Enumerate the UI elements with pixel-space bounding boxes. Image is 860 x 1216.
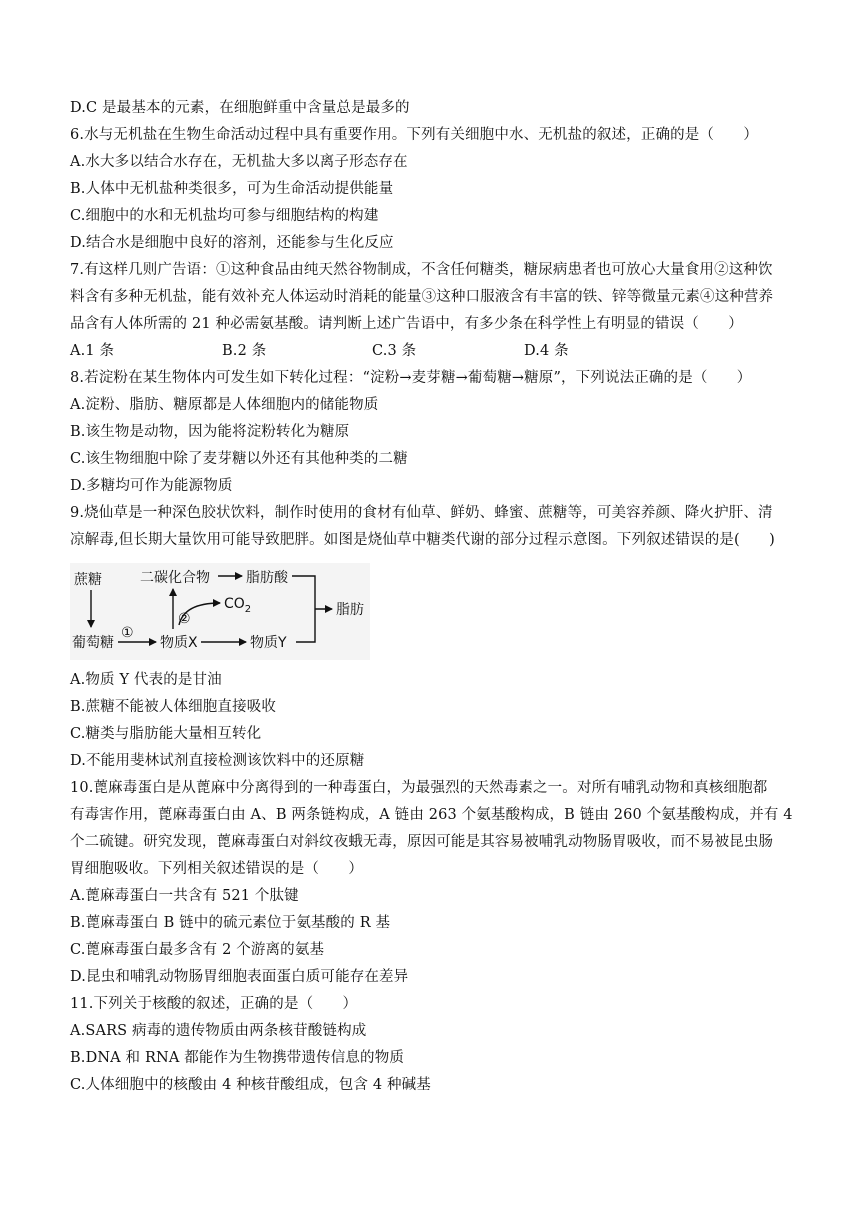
question-7-line-1: 7.有这样几则广告语：①这种食品由纯天然谷物制成，不含任何糖类，糖尿病患者也可放心大量食用②这种饮 <box>70 262 773 278</box>
option-d: D.多糖均可作为能源物质 <box>70 478 233 494</box>
question-7-line-2: 料含有多种无机盐，能有效补充人体运动时消耗的能量③这种口服液含有丰富的铁、锌等微量元素④这种营养 <box>70 289 774 305</box>
step-1-label: ① <box>121 625 134 641</box>
glucose-label: 葡萄糖 <box>72 635 114 651</box>
question-11: 11.下列关于核酸的叙述，正确的是（ ） <box>70 996 358 1012</box>
substance-x-label: 物质X <box>160 635 198 651</box>
option-b: B.2 条 <box>222 343 267 359</box>
option-a: A.淀粉、脂肪、糖原都是人体细胞内的储能物质 <box>70 397 379 413</box>
co2-label: $CO_2$ <box>224 596 252 615</box>
fat-label: 脂肪 <box>336 602 364 618</box>
question-10-line-3: 个二硫键。研究发现，蓖麻毒蛋白对斜纹夜蛾无毒，原因可能是其容易被哺乳动物肠胃吸收，而不易被昆虫肠 <box>70 834 774 850</box>
sugar-metabolism-diagram <box>70 563 370 660</box>
option-d: D.不能用斐林试剂直接检测该饮料中的还原糖 <box>70 753 365 769</box>
step-2-label: ② <box>178 611 191 627</box>
option-a: A.物质 Y 代表的是甘油 <box>70 672 222 688</box>
fatty-acid-label: 脂肪酸 <box>246 570 288 586</box>
option-c: C.3 条 <box>372 343 417 359</box>
option-c: C.人体细胞中的核酸由 4 种核苷酸组成，包含 4 种碱基 <box>70 1077 431 1093</box>
option-line: D.C 是最基本的元素，在细胞鲜重中含量总是最多的 <box>70 100 410 116</box>
two-carbon-compound-label: 二碳化合物 <box>140 570 210 586</box>
question-7-options <box>70 340 796 362</box>
option-a: A.1 条 <box>70 343 115 359</box>
option-d: D.结合水是细胞中良好的溶剂，还能参与生化反应 <box>70 235 394 251</box>
option-a: A.水大多以结合水存在，无机盐大多以离子形态存在 <box>70 154 408 170</box>
question-10-line-1: 10.蓖麻毒蛋白是从蓖麻中分离得到的一种毒蛋白，为最强烈的天然毒素之一。对所有哺乳动物和真核细胞都 <box>70 780 768 796</box>
option-d: D.4 条 <box>524 343 569 359</box>
question-9-line-2: 凉解毒,但长期大量饮用可能导致肥胖。如图是烧仙草中糖类代谢的部分过程示意图。下列叙述错误的是( ) <box>70 532 775 548</box>
question-6: 6.水与无机盐在生物生命活动过程中具有重要作用。下列有关细胞中水、无机盐的叙述，正确的是（ ） <box>70 127 759 143</box>
option-b: B.DNA 和 RNA 都能作为生物携带遗传信息的物质 <box>70 1050 405 1066</box>
question-10-line-2: 有毒害作用，蓖麻毒蛋白由 A、B 两条链构成，A 链由 263 个氨基酸构成，B 链由 260 个氨基酸构成，并有 4 <box>70 807 793 823</box>
option-c: C.细胞中的水和无机盐均可参与细胞结构的构建 <box>70 208 379 224</box>
merge-bracket <box>292 576 315 642</box>
option-b: B.该生物是动物，因为能将淀粉转化为糖原 <box>70 424 350 440</box>
question-8: 8.若淀粉在某生物体内可发生如下转化过程：“淀粉→麦芽糖→葡萄糖→糖原”，下列说法正确的是（ ） <box>70 370 752 386</box>
option-a: A.蓖麻毒蛋白一共含有 521 个肽键 <box>70 888 299 904</box>
substance-y-label: 物质Y <box>250 635 287 651</box>
option-d: D.昆虫和哺乳动物肠胃细胞表面蛋白质可能存在差异 <box>70 969 409 985</box>
option-c: C.该生物细胞中除了麦芽糖以外还有其他种类的二糖 <box>70 451 408 467</box>
option-c: C.糖类与脂肪能大量相互转化 <box>70 726 262 742</box>
option-b: B.蓖麻毒蛋白 B 链中的硫元素位于氨基酸的 R 基 <box>70 915 391 931</box>
option-c: C.蓖麻毒蛋白最多含有 2 个游离的氨基 <box>70 942 325 958</box>
sucrose-label: 蔗糖 <box>74 572 102 588</box>
question-9-line-1: 9.烧仙草是一种深色胶状饮料，制作时使用的食材有仙草、鲜奶、蜂蜜、蔗糖等，可美容养颜、降火护肝、清 <box>70 505 773 521</box>
option-a: A.SARS 病毒的遗传物质由两条核苷酸链构成 <box>70 1023 367 1039</box>
option-b: B.蔗糖不能被人体细胞直接吸收 <box>70 699 277 715</box>
question-10-line-4: 胃细胞吸收。下列相关叙述错误的是（ ） <box>70 861 363 877</box>
option-b: B.人体中无机盐种类很多，可为生命活动提供能量 <box>70 181 394 197</box>
question-7-line-3: 品含有人体所需的 21 种必需氨基酸。请判断上述广告语中，有多少条在科学性上有明显的错误（ ） <box>70 316 743 332</box>
